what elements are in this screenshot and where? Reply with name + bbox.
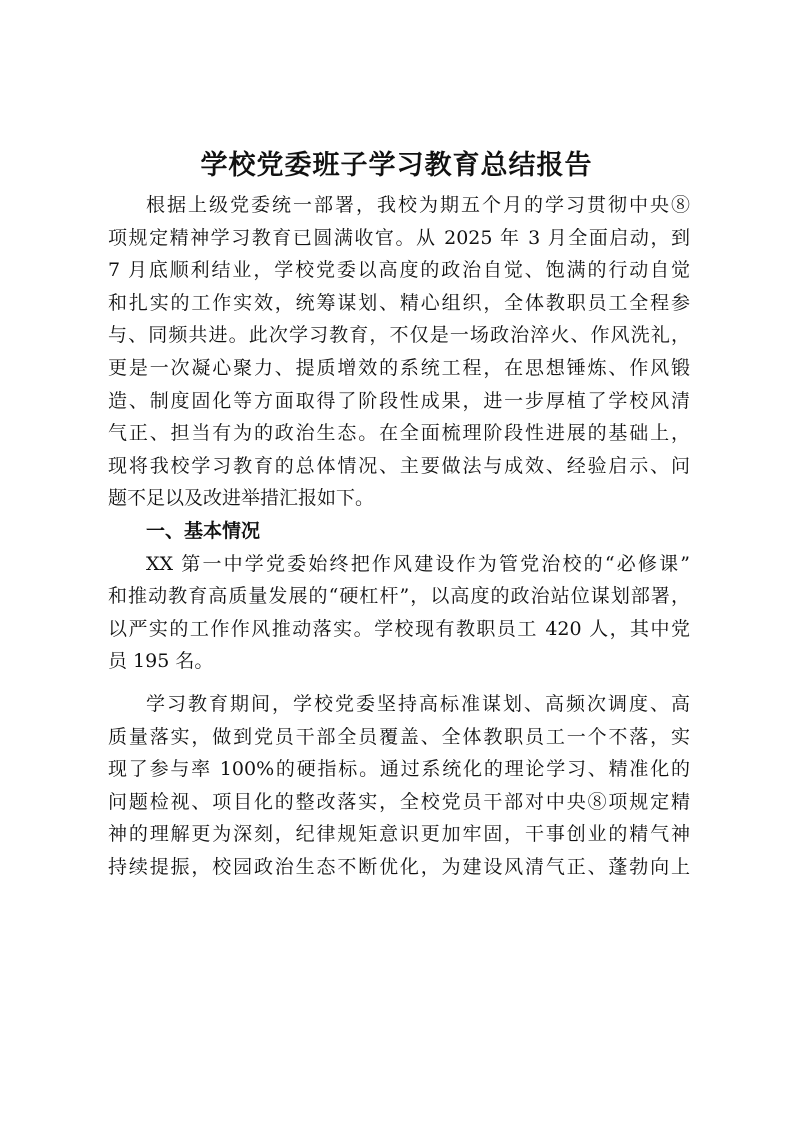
paragraph-gap xyxy=(108,678,690,688)
text-line: 现将我校学习教育的总体情况、主要做法与成效、经验启示、问 xyxy=(108,454,690,477)
text-line: 员 195 名。 xyxy=(108,650,214,673)
document-body xyxy=(108,189,690,883)
paragraph-1 xyxy=(108,189,690,515)
text-line: 现了参与率 100%的硬指标。通过系统化的理论学习、精准化的 xyxy=(108,758,690,781)
text-line: 与、同频共进。此次学习教育，不仅是一场政治淬火、作风洗礼， xyxy=(108,324,690,347)
text-line: 质量落实，做到党员干部全员覆盖、全体教职员工一个不落，实 xyxy=(108,725,690,748)
text-line: 和扎实的工作实效，统筹谋划、精心组织，全体教职员工全程参 xyxy=(108,291,690,314)
text-line: 气正、担当有为的政治生态。在全面梳理阶段性进展的基础上， xyxy=(108,422,690,445)
section-heading: 一、基本情况 xyxy=(146,519,261,542)
text-line: 更是一次凝心聚力、提质增效的系统工程，在思想锤炼、作风锻 xyxy=(108,356,690,379)
text-line: 造、制度固化等方面取得了阶段性成果，进一步厚植了学校风清 xyxy=(108,389,690,412)
text-line: 问题检视、项目化的整改落实，全校党员干部对中央⑧项规定精 xyxy=(108,790,690,813)
text-line: XX 第一中学党委始终把作风建设作为管党治校的“必修课” xyxy=(146,552,690,575)
text-line: 根据上级党委统一部署，我校为期五个月的学习贯彻中央⑧ xyxy=(146,194,690,216)
text-line: 和推动教育高质量发展的“硬杠杆”，以高度的政治站位谋划部署， xyxy=(108,585,690,608)
paragraph-3 xyxy=(108,688,690,884)
text-line: 项规定精神学习教育已圆满收官。从 2025 年 3 月全面启动，到 xyxy=(108,226,690,249)
document-title: 学校党委班子学习教育总结报告 xyxy=(200,150,593,181)
text-line: 神的理解更为深刻，纪律规矩意识更加牢固，干事创业的精气神 xyxy=(108,823,690,846)
text-line: 学习教育期间，学校党委坚持高标准谋划、高频次调度、高 xyxy=(146,692,690,715)
text-line: 题不足以及改进举措汇报如下。 xyxy=(108,487,375,510)
text-line: 7 月底顺利结业，学校党委以高度的政治自觉、饱满的行动自觉 xyxy=(108,259,690,282)
text-line: 以严实的工作作风推动落实。学校现有教职员工 420 人，其中党 xyxy=(108,617,690,640)
paragraph-2 xyxy=(108,548,690,678)
text-line: 持续提振，校园政治生态不断优化，为建设风清气正、蓬勃向上 xyxy=(108,855,690,878)
